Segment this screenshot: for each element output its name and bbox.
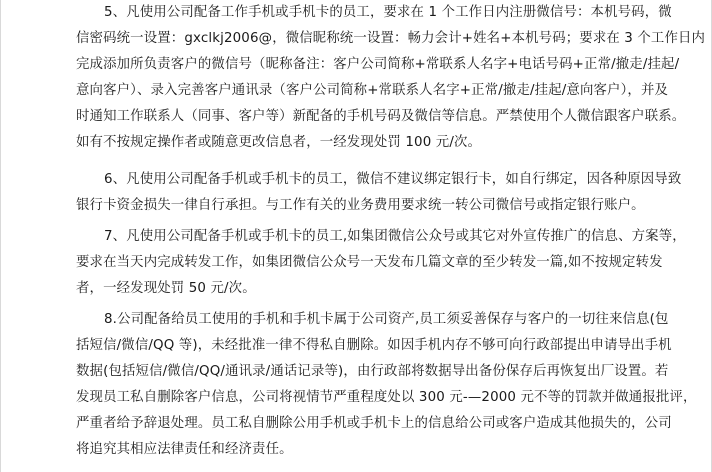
text-line: 6、凡使用公司配备手机或手机卡的员工，微信不建议绑定银行卡，如自行绑定，因各种原因导致 — [104, 172, 682, 187]
text-line: 将追究其相应法律责任和经济责任。 — [76, 442, 293, 457]
text-line: 8.公司配备给员工使用的手机和手机卡属于公司资产,员工须妥善保存与客户的一切往来信息(包 — [104, 312, 669, 327]
text-line: 括短信/微信/QQ 等)，未经批准一律不得私自删除。如因手机内存不够可向行政部提出申请导出手机 — [76, 338, 672, 353]
text-line: 时通知工作联系人（同事、客户等）新配备的手机号码及微信等信息。严禁使用个人微信跟客户联系。 — [76, 109, 686, 124]
page-edge-left — [0, 0, 1, 472]
text-line: 严重者给予辞退处理。员工私自删除公用手机或手机卡上的信息给公司或客户造成其他损失的，公司 — [76, 416, 672, 431]
text-line: 意向客户）、录入完善客户通讯录（客户公司简称+常联系人名字+正常/撤走/挂起/意向客户），并及 — [76, 83, 669, 98]
text-line: 信密码统一设置：gxclkj2006@，微信昵称统一设置：畅力会计+姓名+本机号码；要求在 3 个工作日内 — [76, 31, 706, 46]
text-line: 5、凡使用公司配备工作手机或手机卡的员工，要求在 1 个工作日内注册微信号：本机号码，微 — [104, 5, 672, 20]
text-line: 银行卡资金损失一律自行承担。与工作有关的业务费用要求统一转公司微信号或指定银行账户。 — [76, 198, 645, 213]
text-line: 7、凡使用公司配备手机或手机卡的员工,如集团微信公众号或其它对外宣传推广的信息、方案等， — [104, 229, 686, 244]
text-line: 如有不按规定操作者或随意更改信息者，一经发现处罚 100 元/次。 — [76, 135, 482, 150]
text-line: 数据(包括短信/微信/QQ/通讯录/通话记录等)，由行政部将数据导出备份保存后再恢复出厂设置。若 — [76, 364, 669, 379]
text-line: 发现员工私自删除客户信息，公司将视情节严重程度处以 300 元-—2000 元不等的罚款并做通报批评， — [76, 390, 697, 405]
text-line: 者，一经发现处罚 50 元/次。 — [76, 281, 256, 296]
text-line: 完成添加所负责客户的微信号（昵称备注：客户公司简称+常联系人名字+电话号码+正常/撤走/挂起/ — [76, 57, 680, 72]
text-line: 要求在当天内完成转发工作，如集团微信公众号一天发布几篇文章的至少转发一篇,如不按规定转发 — [76, 255, 663, 270]
